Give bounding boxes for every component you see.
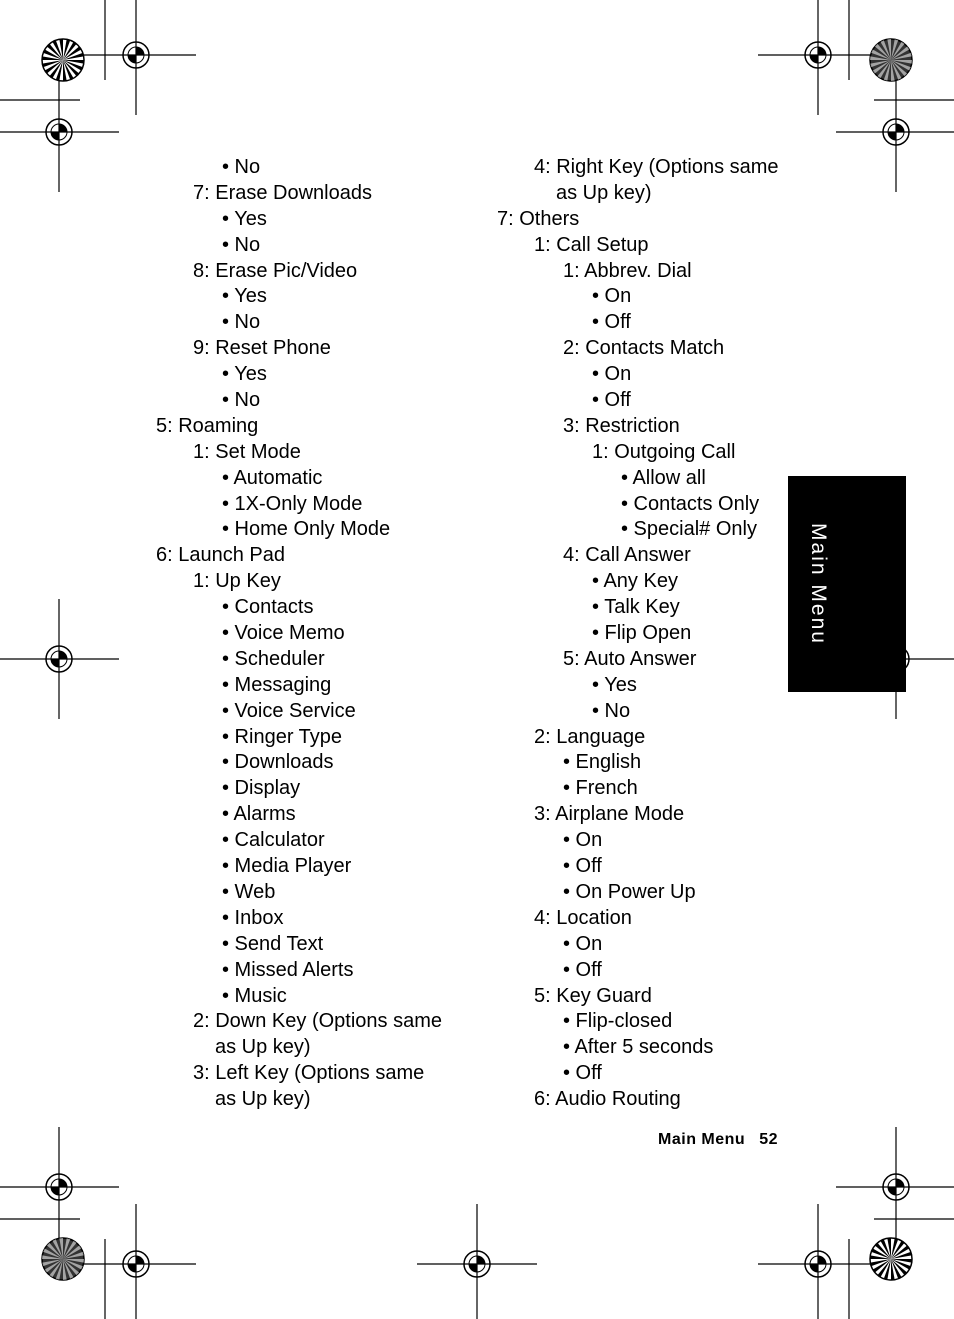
menu-item: • No (222, 389, 261, 412)
menu-item: • No (222, 311, 261, 334)
menu-item: • On (592, 285, 632, 308)
starburst-icon (42, 39, 84, 81)
menu-item: • Off (563, 958, 602, 981)
registration-target-icon (417, 1204, 537, 1319)
menu-item: 9: Reset Phone (193, 337, 331, 360)
menu-item: • Alarms (222, 803, 296, 826)
menu-list-left (156, 155, 476, 1113)
menu-item: 6: Launch Pad (156, 544, 285, 567)
menu-item: • No (222, 233, 261, 256)
menu-item: 5: Key Guard (534, 984, 652, 1007)
menu-item: • Ringer Type (222, 725, 343, 748)
menu-item: 3: Restriction (563, 414, 680, 437)
menu-item: • Home Only Mode (222, 518, 391, 541)
registration-target-icon (836, 1127, 954, 1247)
starburst-icon (870, 1238, 912, 1280)
registration-target-icon (0, 599, 119, 719)
menu-item: • Yes (592, 673, 637, 696)
menu-item: • Off (563, 855, 602, 878)
registration-target-icon (758, 1204, 878, 1319)
registration-target-icon (758, 0, 878, 115)
registration-target-icon (76, 0, 196, 115)
menu-item: • Messaging (222, 673, 332, 696)
menu-item: • Calculator (222, 829, 325, 852)
menu-item: • Allow all (621, 466, 706, 489)
menu-item: • On (563, 829, 603, 852)
menu-item: • Web (222, 880, 276, 903)
menu-item: • Special# Only (621, 518, 757, 541)
menu-item: • Flip-closed (563, 1010, 673, 1033)
menu-item: 1: Outgoing Call (592, 440, 736, 463)
menu-item: • Music (222, 984, 287, 1007)
menu-item: • Off (592, 311, 631, 334)
starburst-icon (870, 39, 912, 81)
menu-item: 1: Abbrev. Dial (563, 259, 692, 282)
menu-item: • Flip Open (592, 622, 692, 645)
menu-item: 5: Auto Answer (563, 647, 697, 670)
menu-item: 8: Erase Pic/Video (193, 259, 358, 282)
menu-item: • On (592, 363, 632, 386)
menu-item: • Automatic (222, 466, 323, 489)
registration-target-icon (0, 1127, 119, 1247)
registration-target-icon (76, 1204, 196, 1319)
section-tab-label: Main Menu (807, 523, 830, 645)
menu-item: 2: Contacts Match (563, 337, 725, 360)
menu-item: • On Power Up (563, 880, 696, 903)
menu-item: • No (222, 156, 261, 178)
menu-item: as Up key) (215, 1088, 311, 1111)
page-number: 52 (759, 1131, 778, 1148)
menu-item: • Voice Service (222, 699, 356, 722)
menu-item: • After 5 seconds (563, 1036, 714, 1059)
menu-item: 1: Set Mode (193, 440, 301, 463)
menu-item: 3: Left Key (Options same (193, 1062, 425, 1085)
menu-item: • Media Player (222, 855, 352, 878)
menu-item: • Any Key (592, 570, 678, 593)
menu-item: • Yes (222, 207, 267, 230)
menu-item: 4: Right Key (Options same (534, 156, 779, 178)
menu-item: • Contacts (222, 596, 314, 619)
menu-item: 5: Roaming (156, 414, 259, 437)
menu-item: • Yes (222, 363, 267, 386)
menu-item: • English (563, 751, 642, 774)
menu-item: • Missed Alerts (222, 958, 354, 981)
menu-item: 7: Others (497, 207, 580, 230)
menu-item: 6: Audio Routing (534, 1088, 681, 1111)
registration-target-icon (0, 72, 119, 192)
menu-item: 2: Language (534, 725, 646, 748)
registration-target-icon (836, 72, 954, 192)
menu-item: • No (592, 699, 631, 722)
menu-item: 7: Erase Downloads (193, 181, 372, 204)
menu-item: 3: Airplane Mode (534, 803, 685, 826)
menu-item: 4: Call Answer (563, 544, 691, 567)
menu-item: • French (563, 777, 638, 800)
menu-item: • Talk Key (592, 596, 680, 619)
menu-item: as Up key) (556, 181, 652, 204)
menu-item: • Yes (222, 285, 267, 308)
menu-item: • Send Text (222, 932, 324, 955)
menu-item: • Off (592, 389, 631, 412)
menu-item: as Up key) (215, 1036, 311, 1059)
menu-item: • Downloads (222, 751, 334, 774)
menu-item: • Display (222, 777, 301, 800)
menu-item: • Off (563, 1062, 602, 1085)
menu-item: • 1X-Only Mode (222, 492, 363, 515)
menu-item: • On (563, 932, 603, 955)
starburst-icon (42, 1238, 84, 1280)
menu-item: 1: Call Setup (534, 233, 649, 256)
menu-item: • Scheduler (222, 647, 325, 670)
menu-item: 2: Down Key (Options same (193, 1010, 442, 1033)
menu-item: 4: Location (534, 906, 632, 929)
menu-item: • Voice Memo (222, 622, 345, 645)
page-footer (658, 1131, 778, 1149)
menu-list-right (497, 155, 787, 1113)
menu-item: 1: Up Key (193, 570, 281, 593)
footer-section: Main Menu (658, 1131, 746, 1148)
menu-item: • Inbox (222, 906, 284, 929)
menu-item: • Contacts Only (621, 492, 760, 515)
